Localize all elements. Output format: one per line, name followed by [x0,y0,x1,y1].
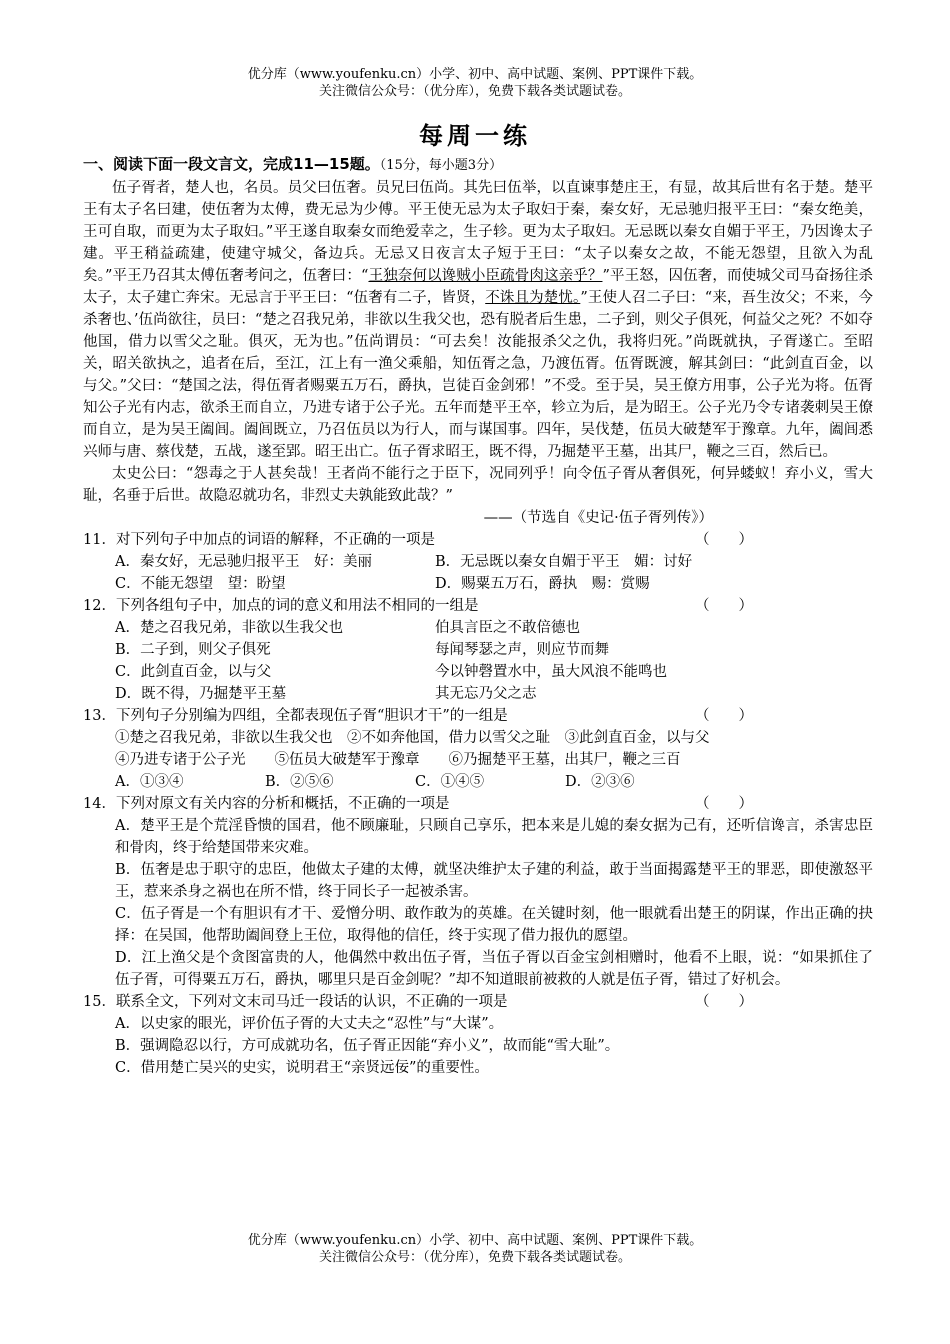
passage-source: ——（节选自《史记·伍子胥列传》） [483,510,713,526]
passage-text-a: 伍子胥者，楚人也，名员。员父曰伍奢。员兄曰伍尚。其先曰伍举，以直谏事楚庄王，有显，故其后世有名于楚。楚平王有太子名曰建，使伍奢为太傅，费无忌为少傅。平王使无忌为太子取妇于秦，秦女好，无忌驰归报平王曰：“秦女绝美，王可自取，而更为太子取妇。”平王遂自取秦女而绝爱幸之，生子轸。更为太子取妇。无忌既以秦女自媚于平王，乃因谗太子建。平王稍益疏建，使建守城父，备边兵。无忌又日夜言太子短于王曰：“太子以秦女之故，不能无怨望，且欲入为乱矣。”平王乃召其太傅伍奢考问之，伍奢曰：“ [83,180,873,284]
question-12 [83,595,873,705]
question-14-stem: 14．下列对原文有关内容的分析和概括，不正确的一项是 [83,796,450,812]
question-15-answer-blank: （ ） [695,994,753,1010]
passage-text-b: ”平王怒，囚伍奢，而使城父司马奋扬往杀太子，太子建亡奔宋。无忌言于平王曰：“伍奢有二子，皆贤， [83,268,874,306]
section-heading-text: 一、阅读下面一段文言文，完成11—15题。 [83,155,380,173]
question-14-option-c: C．伍子胥是一个有胆识有才干、爱憎分明、敢作敢为的英雄。在关键时刻，他一眼就看出楚王的阴谋，作出正确的抉择：在吴国，他帮助阖闾登上王位，取得他的信任，终于实现了借力报仇的愿望。 [115,906,873,944]
question-12-answer-blank: （ ） [695,598,753,614]
passage-paragraph-2: 太史公曰：“怨毒之于人甚矣哉！王者尚不能行之于臣下，况同列乎！向令伍子胥从奢俱死，何异蝼蚁！弃小义，雪大耻，名垂于后世。故隐忍就功名，非烈丈夫孰能致此哉？” [83,466,873,504]
question-15 [83,991,873,1079]
question-14-answer-blank: （ ） [695,796,753,812]
section-score-note: （15分，每小题3分） [379,158,503,173]
question-13-items-line-1: ①楚之召我兄弟，非欲以生我父也 ②不如奔他国，借力以雪父之耻 ③此剑直百金，以与父 [115,730,710,746]
question-12-option-c-right: 今以钟磬置水中，虽大风浪不能鸣也 [435,664,667,680]
question-15-option-b: B．强调隐忍以行，方可成就功名，伍子胥正因能“弃小义”，故而能“雪大耻”。 [115,1038,620,1054]
question-14-option-d: D．江上渔父是个贪图富贵的人，他偶然中救出伍子胥，当伍子胥以百金宝剑相赠时，他看不上眼，说：“如果抓住了伍子胥，可得粟五万石，爵执，哪里只是百金剑呢？”却不知道眼前被救的人就是伍子胥，错过了好机会。 [115,950,873,988]
page-footer [0,1232,950,1266]
question-11-option-a: A．秦女好，无忌驰归报平王 好：美丽 [115,554,372,570]
question-13-option-b: B．②⑤⑥ [265,774,334,790]
question-11-stem: 11．对下列句子中加点的词语的解释，不正确的一项是 [83,532,435,548]
footer-line-1: 优分库（www.youfenku.cn）小学、初中、高中试题、案例、PPT课件下载。 [247,1233,703,1248]
question-13 [83,705,873,793]
question-11-option-b: B．无忌既以秦女自媚于平王 媚：讨好 [435,554,693,570]
question-12-option-a-right: 伯具言臣之不敢倍德也 [435,620,580,636]
question-13-answer-blank: （ ） [695,708,753,724]
question-12-option-d-left: D．既不得，乃掘楚平王墓 [115,686,287,702]
question-13-items-line-2: ④乃进专诸于公子光 ⑤伍员大破楚军于豫章 ⑥乃掘楚平王墓，出其尸，鞭之三百 [115,752,681,768]
question-14-option-b: B．伍奢是忠于职守的忠臣，他做太子建的太傅，就坚决维护太子建的利益，敢于当面揭露楚平王的罪恶，即使激怒平王，惹来杀身之祸也在所不惜，终于同长子一起被杀害。 [115,862,873,900]
question-12-option-c-left: C．此剑直百金，以与父 [115,664,272,680]
footer-line-2: 关注微信公众号：（优分库），免费下载各类试题试卷。 [318,1250,631,1265]
question-15-option-c: C．借用楚亡吴兴的史实，说明君王“亲贤远佞”的重要性。 [115,1060,489,1076]
header-line-2: 关注微信公众号：（优分库），免费下载各类试题试卷。 [318,84,631,99]
passage-text-c: ”王使人召二子曰：“来，吾生汝父；不来，今杀奢也、’伍尚欲往，员曰：“楚之召我兄弟，非欲以生我父也，恐有脱者后生患，二子到，则父子俱死，何益父之死？不如夺他国，借力以雪父之耻。俱灭，无为也。”伍尚谓员：“可去矣！汝能报杀父之仇，我将归死。”尚既就执，子胥遂亡。至昭关，昭关欲执之，追者在后，至江，江上有一渔父乘船，知伍胥之急，乃渡伍胥。伍胥既渡，解其剑曰：“此剑直百金，以与父。”父曰：“楚国之法，得伍胥者赐粟五万石，爵执，岂徒百金剑邪！”不受。至于吴，吴王僚方用事，公子光为将。伍胥知公子光有内志，欲杀王而自立，乃进专诸于公子光。五年而楚平王卒，轸立为后，是为昭王。公子光乃令专诸袭刺吴王僚而自立，是为吴王阖闾。阖闾既立，乃召伍员以为行人，而与谋国事。四年，吴伐楚，伍员大破楚军于豫章。九年，阖闾悉兴师与唐、蔡伐楚，五战，遂至郢。昭王出亡。伍子胥求昭王，既不得，乃掘楚平王墓，出其尸，鞭之三百，然后已。 [83,290,874,460]
question-13-option-c: C．①④⑤ [415,774,485,790]
question-15-stem: 15．联系全文，下列对文末司马迁一段话的认识，不正确的一项是 [83,994,508,1010]
section-heading [83,153,873,177]
passage-underlined-2: 不诛且为楚忧。 [485,290,581,306]
question-13-option-a: A．①③④ [115,774,184,790]
question-11-answer-blank: （ ） [695,532,753,548]
question-12-option-b-left: B．二子到，则父子俱死 [115,642,271,658]
page-title: 每周一练 [419,122,531,150]
worksheet-body [83,153,873,1079]
header-line-1: 优分库（www.youfenku.cn）小学、初中、高中试题、案例、PPT课件下载。 [247,67,703,82]
page-header [0,66,950,100]
passage-underlined-1: 王独奈何以谗贼小臣疏骨肉这亲乎？ [368,268,603,284]
question-11 [83,529,873,595]
question-12-stem: 12．下列各组句子中，加点的词的意义和用法不相同的一组是 [83,598,479,614]
question-12-option-a-left: A．楚之召我兄弟，非欲以生我父也 [115,620,343,636]
question-14 [83,793,873,991]
question-15-option-a: A．以史家的眼光，评价伍子胥的大丈夫之“忍性”与“大谋”。 [115,1016,504,1032]
passage-paragraph-1 [83,177,873,463]
question-12-option-b-right: 每闻琴瑟之声，则应节而舞 [435,642,609,658]
question-11-option-c: C．不能无怨望 望：盼望 [115,576,286,592]
question-12-option-d-right: 其无忘乃父之志 [435,686,537,702]
question-11-option-d: D．赐粟五万石，爵执 赐：赏赐 [435,576,650,592]
question-13-stem: 13．下列句子分别编为四组，全都表现伍子胥“胆识才干”的一组是 [83,708,508,724]
question-14-option-a: A．楚平王是个荒淫昏愦的国君，他不顾廉耻，只顾自己享乐，把本来是儿媳的秦女据为己有，还听信谗言，杀害忠臣和骨肉，终于给楚国带来灾难。 [115,818,873,856]
question-13-option-d: D．②③⑥ [565,774,635,790]
